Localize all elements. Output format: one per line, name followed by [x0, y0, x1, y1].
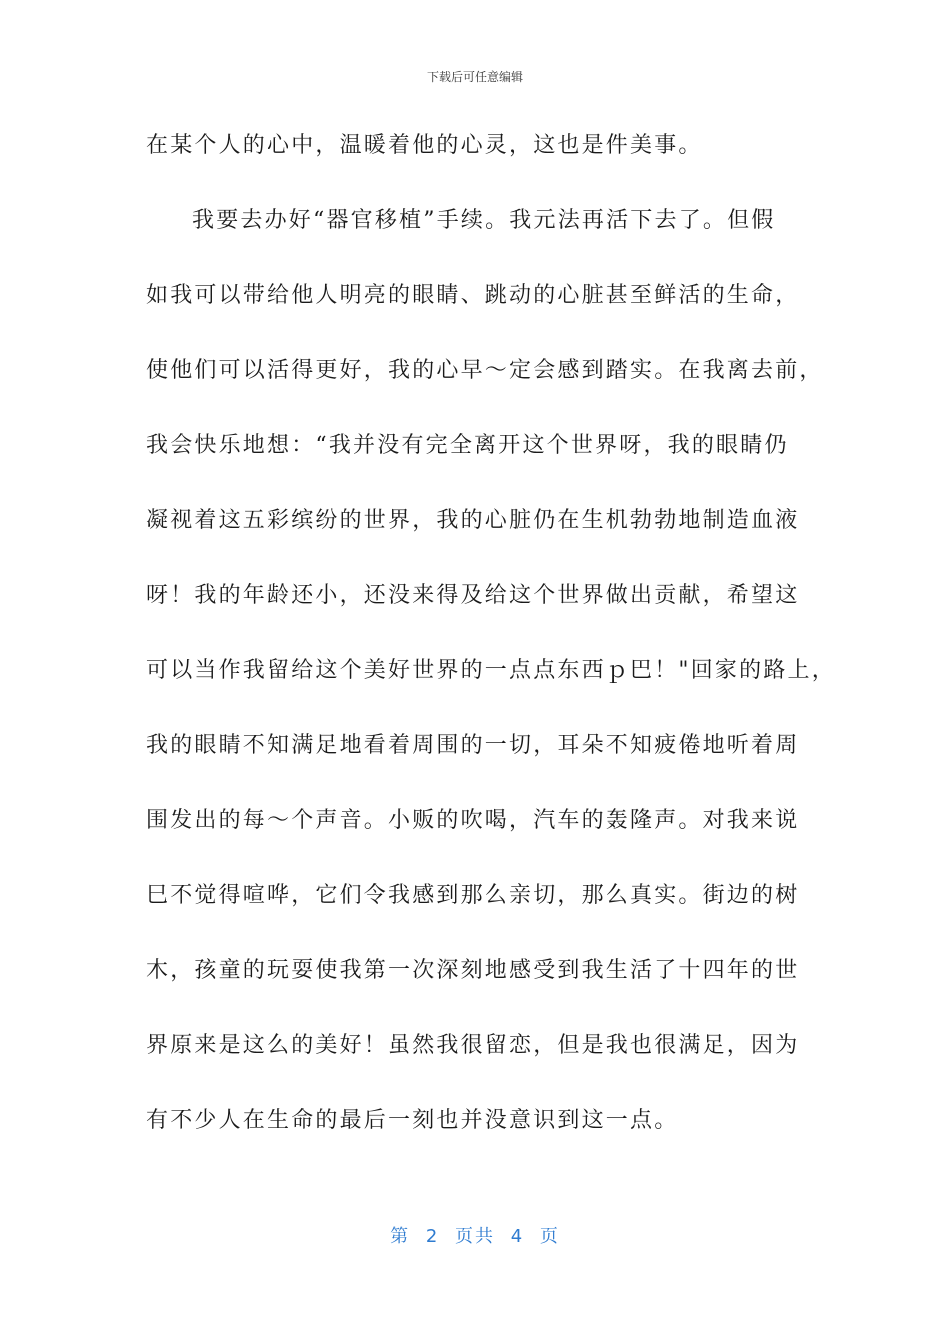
page-header: 下载后可任意编辑: [426, 70, 523, 84]
paragraph-line: 如我可以带给他人明亮的眼睛、跳动的心脏甚至鲜活的生命，: [146, 283, 800, 308]
paragraph-line: 使他们可以活得更好，我的心早～定会感到踏实。在我离去前，: [146, 358, 824, 383]
paragraph-line: 我要去办好“器官移植”手续。我元法再活下去了。但假: [192, 208, 776, 233]
paragraph-line: 有不少人在生命的最后一刻也并没意识到这一点。: [146, 1108, 679, 1133]
paragraph-line: 我的眼睛不知满足地看着周围的一切，耳朵不知疲倦地听着周: [146, 733, 800, 758]
paragraph-line: 凝视着这五彩缤纷的世界，我的心脏仍在生机勃勃地制造血液: [146, 508, 800, 533]
paragraph-line: 我会快乐地想：“我并没有完全离开这个世界呀，我的眼睛仍: [146, 433, 789, 458]
paragraph-line: 木，孩童的玩耍使我第一次深刻地感受到我生活了十四年的世: [146, 958, 800, 983]
paragraph-line: 呀！我的年龄还小，还没来得及给这个世界做出贡献，希望这: [146, 583, 800, 608]
page-number: 第 2 页共 4 页: [390, 1226, 560, 1247]
paragraph-line: 在某个人的心中，温暖着他的心灵，这也是件美事。: [146, 133, 703, 158]
paragraph-line: 巳不觉得喧哗，它们令我感到那么亲切，那么真实。街边的树: [146, 883, 800, 908]
paragraph-line: 围发出的每～个声音。小贩的吹喝，汽车的轰隆声。对我来说: [146, 808, 800, 833]
document-body: [146, 120, 836, 1170]
paragraph-line: 界原来是这么的美好！虽然我很留恋，但是我也很满足，因为: [146, 1033, 800, 1058]
paragraph-line: 可以当作我留给这个美好世界的一点点东西ｐ巴！"回家的路上，: [146, 658, 836, 683]
